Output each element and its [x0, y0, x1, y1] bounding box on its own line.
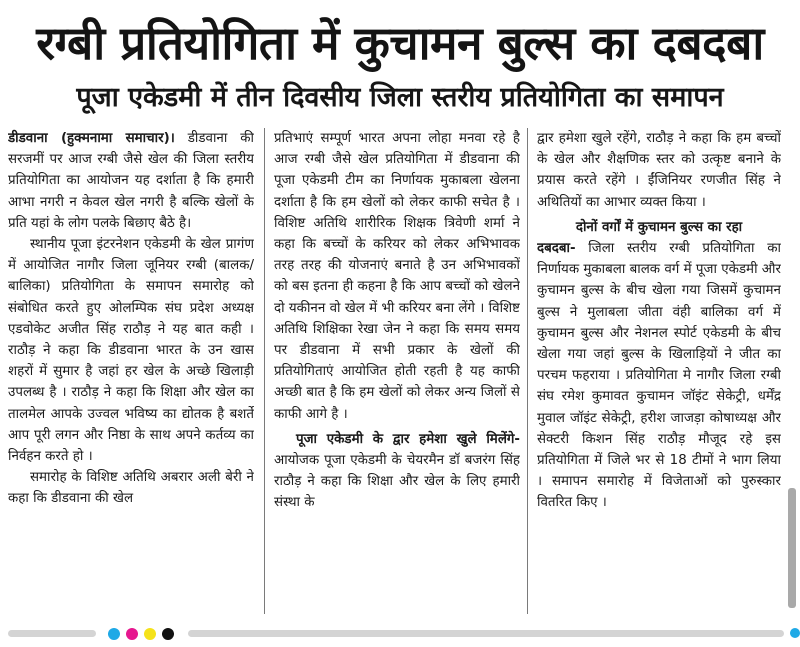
scroll-track-left[interactable] [8, 630, 96, 637]
cyan-dot-icon [108, 628, 120, 640]
subheading-kuchaman-bulls: दोनों वर्गों में कुचामन बुल्स का रहा [575, 219, 743, 235]
yellow-dot-icon [144, 628, 156, 640]
article-headline: रग्बी प्रतियोगिता में कुचामन बुल्स का दबदबा [36, 16, 764, 70]
magenta-dot-icon [126, 628, 138, 640]
subheading-kuchaman-bulls-end: दबदबा- [537, 241, 576, 257]
scroll-indicator-dot-icon [790, 628, 800, 638]
column-2-paragraph-2 [274, 429, 520, 514]
subheading-pooja-academy: पूजा एकेडमी के द्वार हमेशा खुले मिलेंगे- [296, 431, 520, 447]
article-column-2 [274, 128, 520, 622]
column-1-paragraph-1 [8, 128, 254, 234]
column-3-paragraph-1: द्वार हमेशा खुले रहेंगे, राठौड़ ने कहा कि हम बच्चों के खेल और शैक्षणिक स्तर को उत्कृष्ट बनाने के प्रयास करते रहेंगे । ईंजिनियर रणजीत सिंह ने अथितियों का आभार व्यक्त किया । [537, 131, 781, 210]
column-divider-1 [264, 128, 265, 614]
column-2-paragraph-1: प्रतिभाएं सम्पूर्ण भारत अपना लोहा मनवा रहे है आज रग्बी जैसे खेल प्रतियोगिता में डीडवाना की पूजा एकेडमी टीम का निर्णायक मुकाबला खेलना दर्शाता है कि हम खेलों को लेकर काफी सचेत है । विशिष्ट अतिथि शारीरिक शिक्षक त्रिवेणी शर्मा ने कहा कि बच्चों के करियर को लेकर अभिभावक तरह तरह की योजनाएं बनाते है उन अभिभावकों को बस इतना ही कहना है कि आप बच्चों को खेलने दो यकीनन वो खेल में भी करियर बना लेंगे । विशिष्ट अतिथि शिक्षिका रेखा जेन ने कहा कि समय समय पर डीडवाना में सभी प्रकार के खेलों की प्रतियोगिताएं आयोजित होती रहती है यह काफी अच्छी बात है कि हम खेलों को लेकर अन्य जिलों से काफी आगे है । [274, 131, 520, 422]
bottom-scroll-track[interactable] [8, 627, 792, 639]
article-subheadline: पूजा एकेडमी में तीन दिवसीय जिला स्तरीय प्रतियोगिता का समापन [76, 82, 724, 113]
column-3-paragraph-2 [537, 238, 781, 514]
column-2-text-2: आयोजक पूजा एकेडमी के चेयरमैन डॉ बजरंग सिंह राठौड़ ने कहा कि शिक्षा और खेल के लिए हमारी संस्था के [274, 453, 520, 511]
column-3-text-2: जिला स्तरीय रग्बी प्रतियोगिता का निर्णायक मुकाबला बालक वर्ग में पूजा एकेडमी और कुचामन बुल्स के बीच खेला गया जिसमें कुचामन बुल्स ने मुलाबला जीता वंही बालिका वर्ग में कुचामन बुल्स और नेशनल स्पोर्ट एकेडमी के बीच खेला गया जहां बुल्स के खिलाड़ियों ने जीत का परचम फहराया । प्रतियोगिता मे नागौर जिला रग्बी संघ रमेश कुमावत कुचामन जॉइंट सेकेट्री, धर्मेंद्र मुवाल जॉइंट सेकेट्री, हरीश जाजड़ा कोषाध्यक्ष और सेक्टरी किशन सिंह राठौड़ मौजूद रहे इस प्रतियोगिता में जिले भर से 18 टीमों ने भाग लिया । समापन समारोह में विजेताओं को पुरुस्कार वितरित किए । [537, 241, 781, 511]
article-column-1 [8, 128, 254, 622]
column-1-paragraph-3: समारोह के विशिष्ट अतिथि अबरार अली बेरी ने कहा कि डीडवाना की खेल [8, 470, 254, 507]
scroll-track-right[interactable] [188, 630, 784, 637]
black-dot-icon [162, 628, 174, 640]
column-divider-2 [527, 128, 528, 614]
column-1-text-1: डीडवाना की सरजमीं पर आज रग्बी जैसे खेल की जिला स्तरीय प्रतियोगिता का आयोजन यह दर्शाता है कि हमारी आभा नगरी न केवल खेल नगरी है बल्कि खेलों के प्रति यहां के लोग पलके बिछाए बैठे है। [8, 131, 254, 231]
dateline: डीडवाना (हुक्मनामा समाचार)। [8, 131, 175, 146]
article-column-3 [537, 128, 781, 622]
vertical-scrollbar[interactable] [788, 488, 796, 608]
column-1-paragraph-2: स्थानीय पूजा इंटरनेशन एकेडमी के खेल प्रागंण में आयोजित नागौर जिला जूनियर रग्बी (बालक/बालिका) प्रतियोगिता के समापन समारोह को संबोधित करते हुए ओलम्पिक संघ प्रदेश अध्यक्ष एडवोकेट अजीत सिंह राठौड़ ने यह बात कही । राठौड़ ने कहा कि डीडवाना भारत के उन खास शहरों में सुमार है जहां हर खेल के अच्छे खिलाड़ी उपलब्ध है । राठौड़ ने कहा कि शिक्षा और खेल का तालमेल आपके उज्वल भविष्य का द्योतक है बशर्ते आप पूरी लगन और निष्ठा के साथ अपने कर्तव्य का निर्वहन करते हो । [8, 237, 254, 465]
